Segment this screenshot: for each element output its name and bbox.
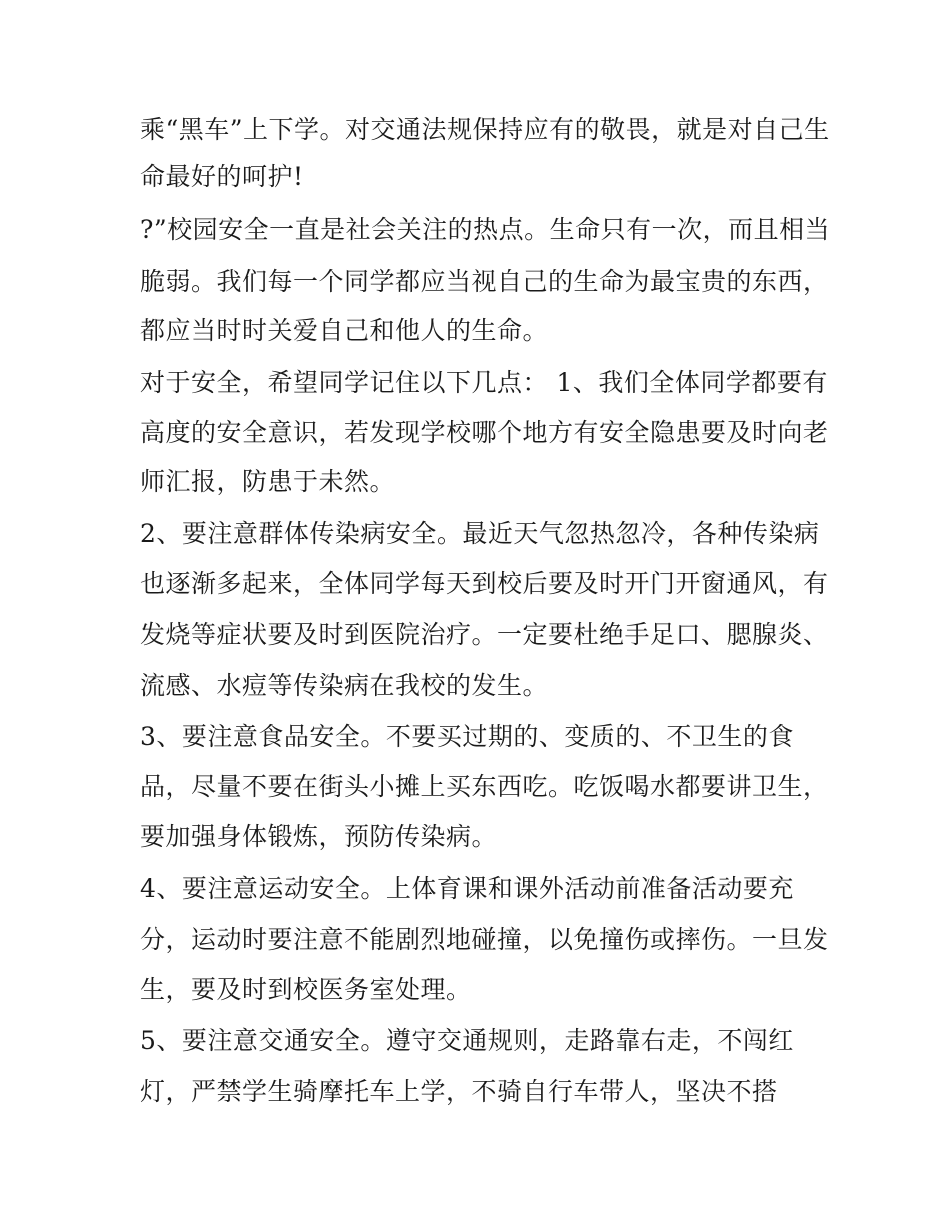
text-line: 流感、水痘等传染病在我校的发生。 bbox=[140, 671, 549, 700]
text-line: 要加强身体锻炼，预防传染病。 bbox=[140, 822, 498, 851]
text-line: 灯，严禁学生骑摩托车上学，不骑自行车带人，坚决不搭 bbox=[140, 1077, 778, 1106]
text-line: 发烧等症状要及时到医院治疗。一定要杜绝手足口、腮腺炎、 bbox=[140, 620, 829, 649]
text-line: 脆弱。我们每一个同学都应当视自己的生命为最宝贵的东西， bbox=[140, 267, 829, 296]
text-line: 乘“黑车”上下学。对交通法规保持应有的敬畏，就是对自己生 bbox=[140, 115, 830, 144]
text-line: 2、要注意群体传染病安全。最近天气忽热忽冷，各种传染病 bbox=[140, 519, 820, 548]
text-line: ?”校园安全一直是社会关注的热点。生命只有一次，而且相当 bbox=[140, 215, 831, 244]
text-line: 高度的安全意识，若发现学校哪个地方有安全隐患要及时向老 bbox=[140, 418, 829, 447]
text-line: 生，要及时到校医务室处理。 bbox=[140, 975, 472, 1004]
text-line: 3、要注意食品安全。不要买过期的、变质的、不卫生的食 bbox=[140, 722, 794, 751]
text-line: 分，运动时要注意不能剧烈地碰撞，以免撞伤或摔伤。一旦发 bbox=[140, 925, 829, 954]
text-line: 命最好的呵护! bbox=[140, 162, 304, 191]
text-line: 5、要注意交通安全。遵守交通规则，走路靠右走，不闯红 bbox=[140, 1026, 794, 1055]
text-line: 师汇报，防患于未然。 bbox=[140, 467, 396, 496]
text-line: 对于安全，希望同学记住以下几点： 1、我们全体同学都要有 bbox=[140, 368, 828, 397]
text-line: 也逐渐多起来，全体同学每天到校后要及时开门开窗通风，有 bbox=[140, 569, 829, 598]
text-line: 都应当时时关爱自己和他人的生命。 bbox=[140, 316, 549, 345]
text-line: 品，尽量不要在街头小摊上买东西吃。吃饭喝水都要讲卫生， bbox=[140, 772, 829, 801]
text-line: 4、要注意运动安全。上体育课和课外活动前准备活动要充 bbox=[140, 874, 794, 903]
